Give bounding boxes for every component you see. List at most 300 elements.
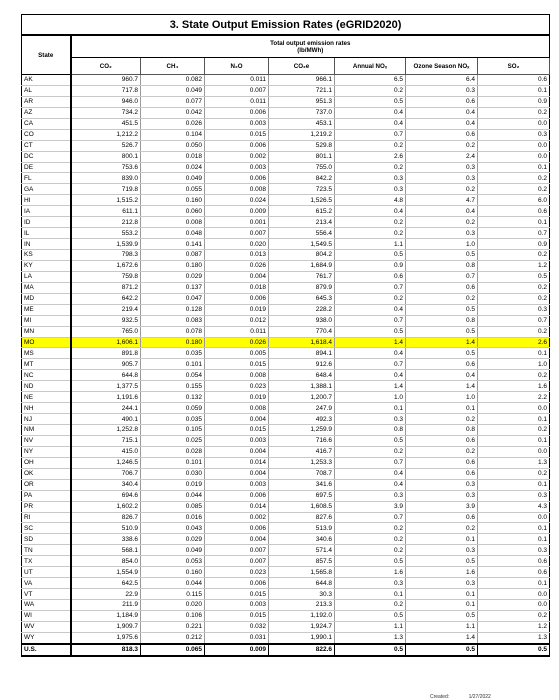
value-cell: 932.5 xyxy=(71,315,141,326)
value-cell: 0.3 xyxy=(406,85,478,96)
table-row xyxy=(22,632,550,643)
value-cell: 0.5 xyxy=(406,556,478,567)
table-row xyxy=(22,414,550,425)
value-cell: 0.035 xyxy=(141,348,205,359)
value-cell: 839.0 xyxy=(71,173,141,184)
value-cell: 4.8 xyxy=(335,195,406,206)
value-cell: 0.085 xyxy=(141,501,205,512)
table-row xyxy=(22,206,550,217)
value-cell: 1,549.5 xyxy=(269,239,335,250)
value-cell: 0.3 xyxy=(335,184,406,195)
value-cell: 0.026 xyxy=(205,260,269,271)
value-cell: 0.054 xyxy=(141,370,205,381)
table-row xyxy=(22,250,550,261)
value-cell: 648.4 xyxy=(269,370,335,381)
value-cell: 0.7 xyxy=(335,315,406,326)
value-cell: 0.020 xyxy=(205,239,269,250)
total-cell: 0.5 xyxy=(406,644,478,656)
value-cell: 0.019 xyxy=(205,392,269,403)
value-cell: 0.029 xyxy=(141,534,205,545)
value-cell: 0.5 xyxy=(335,250,406,261)
state-code-cell: KS xyxy=(22,250,71,261)
value-cell: 1.4 xyxy=(406,632,478,643)
table-row xyxy=(22,392,550,403)
value-cell: 4.7 xyxy=(406,195,478,206)
value-cell: 708.7 xyxy=(269,468,335,479)
value-cell: 1.2 xyxy=(478,621,550,632)
value-cell: 753.6 xyxy=(71,162,141,173)
value-cell: 0.2 xyxy=(406,446,478,457)
total-cell: 0.5 xyxy=(335,644,406,656)
value-cell: 0.4 xyxy=(335,348,406,359)
state-code-cell: DC xyxy=(22,151,71,162)
value-cell: 0.104 xyxy=(141,129,205,140)
value-cell: 804.2 xyxy=(269,250,335,261)
value-cell: 0.3 xyxy=(406,228,478,239)
value-cell: 556.4 xyxy=(269,228,335,239)
value-cell: 0.028 xyxy=(141,446,205,457)
value-cell: 0.5 xyxy=(406,610,478,621)
value-cell: 0.011 xyxy=(205,75,269,86)
value-cell: 1,606.1 xyxy=(71,337,141,348)
value-cell: 0.8 xyxy=(406,260,478,271)
value-cell: 0.006 xyxy=(205,173,269,184)
value-cell: 0.008 xyxy=(205,403,269,414)
value-cell: 0.0 xyxy=(478,118,550,129)
value-cell: 0.014 xyxy=(205,501,269,512)
value-cell: 0.011 xyxy=(205,96,269,107)
state-code-cell: HI xyxy=(22,195,71,206)
value-cell: 0.004 xyxy=(205,446,269,457)
value-cell: 0.7 xyxy=(478,228,550,239)
value-cell: 697.5 xyxy=(269,490,335,501)
table-row xyxy=(22,107,550,118)
value-cell: 1.0 xyxy=(406,392,478,403)
table-row xyxy=(22,260,550,271)
value-cell: 645.3 xyxy=(269,293,335,304)
table-row xyxy=(22,96,550,107)
state-code-cell: AZ xyxy=(22,107,71,118)
value-cell: 0.0 xyxy=(478,512,550,523)
value-cell: 0.002 xyxy=(205,512,269,523)
state-code-cell: GA xyxy=(22,184,71,195)
value-cell: 0.042 xyxy=(141,107,205,118)
value-cell: 642.2 xyxy=(71,293,141,304)
value-cell: 0.2 xyxy=(335,446,406,457)
value-cell: 0.3 xyxy=(406,479,478,490)
value-cell: 854.0 xyxy=(71,556,141,567)
value-cell: 737.0 xyxy=(269,107,335,118)
value-cell: 0.050 xyxy=(141,140,205,151)
state-code-cell: NH xyxy=(22,403,71,414)
value-cell: 0.053 xyxy=(141,556,205,567)
value-cell: 0.8 xyxy=(406,425,478,436)
state-code-cell: KY xyxy=(22,260,71,271)
value-cell: 0.012 xyxy=(205,315,269,326)
value-cell: 0.106 xyxy=(141,610,205,621)
value-cell: 0.004 xyxy=(205,414,269,425)
table-row xyxy=(22,140,550,151)
state-code-cell: OK xyxy=(22,468,71,479)
value-cell: 0.5 xyxy=(406,348,478,359)
value-cell: 0.132 xyxy=(141,392,205,403)
value-cell: 1,252.8 xyxy=(71,425,141,436)
value-cell: 0.024 xyxy=(141,162,205,173)
value-cell: 1.1 xyxy=(335,621,406,632)
value-cell: 0.160 xyxy=(141,567,205,578)
value-cell: 2.4 xyxy=(406,151,478,162)
value-cell: 1.0 xyxy=(478,359,550,370)
table-row xyxy=(22,556,550,567)
emission-rates-table xyxy=(21,14,550,657)
value-cell: 0.3 xyxy=(406,162,478,173)
state-code-cell: PR xyxy=(22,501,71,512)
value-cell: 0.2 xyxy=(335,545,406,556)
state-code-cell: NY xyxy=(22,446,71,457)
value-cell: 0.2 xyxy=(406,140,478,151)
value-cell: 0.043 xyxy=(141,523,205,534)
value-cell: 800.1 xyxy=(71,151,141,162)
value-cell: 715.1 xyxy=(71,435,141,446)
value-cell: 0.047 xyxy=(141,293,205,304)
value-cell: 0.9 xyxy=(478,96,550,107)
value-cell: 492.3 xyxy=(269,414,335,425)
value-cell: 0.0 xyxy=(478,140,550,151)
value-cell: 0.087 xyxy=(141,250,205,261)
value-cell: 0.6 xyxy=(406,96,478,107)
value-cell: 6.0 xyxy=(478,195,550,206)
value-cell: 1,212.2 xyxy=(71,129,141,140)
value-cell: 0.005 xyxy=(205,348,269,359)
value-cell: 0.026 xyxy=(205,337,269,348)
value-cell: 0.7 xyxy=(478,315,550,326)
value-cell: 0.5 xyxy=(406,304,478,315)
value-cell: 0.115 xyxy=(141,589,205,600)
value-cell: 0.002 xyxy=(205,151,269,162)
value-cell: 0.3 xyxy=(335,173,406,184)
value-cell: 0.4 xyxy=(406,206,478,217)
value-cell: 891.8 xyxy=(71,348,141,359)
table-row xyxy=(22,75,550,86)
table-row xyxy=(22,173,550,184)
table-row xyxy=(22,501,550,512)
value-cell: 0.3 xyxy=(335,490,406,501)
value-cell: 0.6 xyxy=(406,435,478,446)
value-cell: 2.6 xyxy=(335,151,406,162)
value-cell: 0.008 xyxy=(205,370,269,381)
value-cell: 0.6 xyxy=(478,206,550,217)
value-cell: 0.4 xyxy=(335,304,406,315)
value-cell: 966.1 xyxy=(269,75,335,86)
value-cell: 1.6 xyxy=(335,567,406,578)
column-header-co2: CO₂ xyxy=(71,58,141,75)
state-code-cell: SD xyxy=(22,534,71,545)
value-cell: 1,975.6 xyxy=(71,632,141,643)
value-cell: 0.049 xyxy=(141,545,205,556)
value-cell: 415.0 xyxy=(71,446,141,457)
value-cell: 0.9 xyxy=(478,239,550,250)
value-cell: 0.006 xyxy=(205,490,269,501)
value-cell: 0.019 xyxy=(205,304,269,315)
value-cell: 0.2 xyxy=(335,140,406,151)
value-cell: 798.3 xyxy=(71,250,141,261)
value-cell: 0.013 xyxy=(205,250,269,261)
value-cell: 0.006 xyxy=(205,578,269,589)
value-cell: 1,246.5 xyxy=(71,457,141,468)
value-cell: 717.8 xyxy=(71,85,141,96)
value-cell: 453.1 xyxy=(269,118,335,129)
column-header-annual-nox: Annual NOₓ xyxy=(335,58,406,75)
value-cell: 0.7 xyxy=(335,359,406,370)
value-cell: 0.6 xyxy=(478,567,550,578)
value-cell: 0.1 xyxy=(478,414,550,425)
value-cell: 0.3 xyxy=(478,545,550,556)
value-cell: 755.0 xyxy=(269,162,335,173)
created-date: 1/27/2022 xyxy=(468,694,491,700)
state-code-cell: PA xyxy=(22,490,71,501)
value-cell: 0.003 xyxy=(205,479,269,490)
value-cell: 0.105 xyxy=(141,425,205,436)
value-cell: 1,554.9 xyxy=(71,567,141,578)
total-cell: 0.5 xyxy=(478,644,550,656)
value-cell: 0.2 xyxy=(335,217,406,228)
total-row xyxy=(22,644,550,656)
table-row xyxy=(22,457,550,468)
value-cell: 615.2 xyxy=(269,206,335,217)
value-cell: 1,200.7 xyxy=(269,392,335,403)
value-cell: 0.004 xyxy=(205,534,269,545)
value-cell: 0.019 xyxy=(141,479,205,490)
table-row xyxy=(22,195,550,206)
value-cell: 0.032 xyxy=(205,621,269,632)
state-code-cell: IA xyxy=(22,206,71,217)
value-cell: 0.5 xyxy=(335,610,406,621)
value-cell: 0.035 xyxy=(141,414,205,425)
state-code-cell: NV xyxy=(22,435,71,446)
value-cell: 644.8 xyxy=(269,578,335,589)
value-cell: 0.007 xyxy=(205,228,269,239)
value-cell: 0.4 xyxy=(335,118,406,129)
value-cell: 0.1 xyxy=(478,523,550,534)
value-cell: 0.7 xyxy=(335,512,406,523)
table-row xyxy=(22,304,550,315)
value-cell: 938.0 xyxy=(269,315,335,326)
table-row xyxy=(22,162,550,173)
value-cell: 0.128 xyxy=(141,304,205,315)
value-cell: 0.1 xyxy=(335,589,406,600)
value-cell: 0.078 xyxy=(141,326,205,337)
total-cell: 822.6 xyxy=(269,644,335,656)
table-title: 3. State Output Emission Rates (eGRID2020) xyxy=(22,15,550,36)
value-cell: 1,909.7 xyxy=(71,621,141,632)
state-code-cell: NJ xyxy=(22,414,71,425)
value-cell: 0.018 xyxy=(141,151,205,162)
value-cell: 0.048 xyxy=(141,228,205,239)
state-code-cell: IN xyxy=(22,239,71,250)
table-row xyxy=(22,282,550,293)
table-row xyxy=(22,512,550,523)
table-row xyxy=(22,534,550,545)
value-cell: 1.3 xyxy=(335,632,406,643)
created-label: Created: xyxy=(430,694,450,700)
value-cell: 0.008 xyxy=(141,217,205,228)
value-cell: 1,526.5 xyxy=(269,195,335,206)
value-cell: 247.9 xyxy=(269,403,335,414)
value-cell: 0.2 xyxy=(478,107,550,118)
total-cell: 0.065 xyxy=(141,644,205,656)
table-row xyxy=(22,326,550,337)
value-cell: 219.4 xyxy=(71,304,141,315)
value-cell: 228.2 xyxy=(269,304,335,315)
value-cell: 1.1 xyxy=(335,239,406,250)
table-row xyxy=(22,370,550,381)
state-code-cell: MD xyxy=(22,293,71,304)
value-cell: 1,539.9 xyxy=(71,239,141,250)
value-cell: 1,990.1 xyxy=(269,632,335,643)
value-cell: 642.5 xyxy=(71,578,141,589)
table-row xyxy=(22,293,550,304)
value-cell: 1,684.9 xyxy=(269,260,335,271)
value-cell: 0.8 xyxy=(335,425,406,436)
value-cell: 212.8 xyxy=(71,217,141,228)
value-cell: 0.006 xyxy=(205,293,269,304)
table-row xyxy=(22,337,550,348)
value-cell: 761.7 xyxy=(269,271,335,282)
value-cell: 905.7 xyxy=(71,359,141,370)
value-cell: 0.006 xyxy=(205,107,269,118)
value-cell: 1,192.0 xyxy=(269,610,335,621)
table-row xyxy=(22,435,550,446)
value-cell: 0.007 xyxy=(205,545,269,556)
value-cell: 0.5 xyxy=(335,96,406,107)
value-cell: 0.3 xyxy=(478,490,550,501)
value-cell: 553.2 xyxy=(71,228,141,239)
value-cell: 0.101 xyxy=(141,457,205,468)
state-code-cell: MT xyxy=(22,359,71,370)
value-cell: 0.003 xyxy=(205,162,269,173)
value-cell: 0.2 xyxy=(478,425,550,436)
value-cell: 0.006 xyxy=(205,140,269,151)
value-cell: 0.011 xyxy=(205,326,269,337)
value-cell: 0.4 xyxy=(406,370,478,381)
value-cell: 0.9 xyxy=(335,260,406,271)
total-cell: 0.009 xyxy=(205,644,269,656)
table-row xyxy=(22,479,550,490)
value-cell: 723.5 xyxy=(269,184,335,195)
state-code-cell: UT xyxy=(22,567,71,578)
column-header-ch4: CH₄ xyxy=(141,58,205,75)
value-cell: 0.5 xyxy=(335,435,406,446)
value-cell: 1,377.5 xyxy=(71,381,141,392)
value-cell: 0.029 xyxy=(141,271,205,282)
value-cell: 3.9 xyxy=(335,501,406,512)
value-cell: 842.2 xyxy=(269,173,335,184)
value-cell: 0.2 xyxy=(478,468,550,479)
value-cell: 0.3 xyxy=(406,545,478,556)
total-label: U.S. xyxy=(22,644,71,656)
value-cell: 0.1 xyxy=(478,479,550,490)
value-cell: 0.1 xyxy=(478,534,550,545)
value-cell: 0.2 xyxy=(478,173,550,184)
value-cell: 0.6 xyxy=(406,457,478,468)
state-code-cell: LA xyxy=(22,271,71,282)
value-cell: 0.083 xyxy=(141,315,205,326)
value-cell: 1,259.9 xyxy=(269,425,335,436)
value-cell: 1,515.2 xyxy=(71,195,141,206)
value-cell: 0.3 xyxy=(335,414,406,425)
value-cell: 0.7 xyxy=(335,129,406,140)
value-cell: 341.6 xyxy=(269,479,335,490)
state-code-cell: IL xyxy=(22,228,71,239)
column-header-so2: SO₂ xyxy=(478,58,550,75)
value-cell: 0.7 xyxy=(406,271,478,282)
value-cell: 879.9 xyxy=(269,282,335,293)
value-cell: 1,219.2 xyxy=(269,129,335,140)
value-cell: 0.015 xyxy=(205,425,269,436)
value-cell: 0.180 xyxy=(141,337,205,348)
value-cell: 801.1 xyxy=(269,151,335,162)
value-cell: 2.2 xyxy=(478,392,550,403)
value-cell: 0.024 xyxy=(205,195,269,206)
value-cell: 22.9 xyxy=(71,589,141,600)
table-row xyxy=(22,381,550,392)
value-cell: 0.003 xyxy=(205,118,269,129)
state-code-cell: TN xyxy=(22,545,71,556)
state-code-cell: CT xyxy=(22,140,71,151)
value-cell: 571.4 xyxy=(269,545,335,556)
value-cell: 0.060 xyxy=(141,206,205,217)
header-row-group xyxy=(22,35,550,58)
value-cell: 0.2 xyxy=(406,414,478,425)
value-cell: 1,253.3 xyxy=(269,457,335,468)
value-cell: 0.2 xyxy=(335,600,406,611)
column-header-co2e: CO₂e xyxy=(269,58,335,75)
value-cell: 716.6 xyxy=(269,435,335,446)
value-cell: 0.160 xyxy=(141,195,205,206)
value-cell: 0.2 xyxy=(406,523,478,534)
value-cell: 0.5 xyxy=(335,326,406,337)
title-row xyxy=(22,15,550,36)
value-cell: 0.009 xyxy=(205,206,269,217)
value-cell: 0.4 xyxy=(335,479,406,490)
table-row xyxy=(22,446,550,457)
value-cell: 0.6 xyxy=(406,468,478,479)
value-cell: 0.7 xyxy=(335,282,406,293)
state-code-cell: NC xyxy=(22,370,71,381)
value-cell: 0.2 xyxy=(335,523,406,534)
value-cell: 1.2 xyxy=(478,260,550,271)
value-cell: 946.0 xyxy=(71,96,141,107)
state-code-cell: RI xyxy=(22,512,71,523)
value-cell: 871.2 xyxy=(71,282,141,293)
state-code-cell: TX xyxy=(22,556,71,567)
table-row xyxy=(22,151,550,162)
table-row xyxy=(22,348,550,359)
value-cell: 0.6 xyxy=(406,282,478,293)
value-cell: 0.077 xyxy=(141,96,205,107)
value-cell: 1.6 xyxy=(478,381,550,392)
value-cell: 0.5 xyxy=(478,271,550,282)
value-cell: 1,388.1 xyxy=(269,381,335,392)
column-group-title: Total output emission rates xyxy=(270,39,351,47)
value-cell: 734.2 xyxy=(71,107,141,118)
value-cell: 0.2 xyxy=(478,326,550,337)
value-cell: 1,608.5 xyxy=(269,501,335,512)
value-cell: 568.1 xyxy=(71,545,141,556)
value-cell: 0.030 xyxy=(141,468,205,479)
value-cell: 0.141 xyxy=(141,239,205,250)
value-cell: 6.4 xyxy=(406,75,478,86)
